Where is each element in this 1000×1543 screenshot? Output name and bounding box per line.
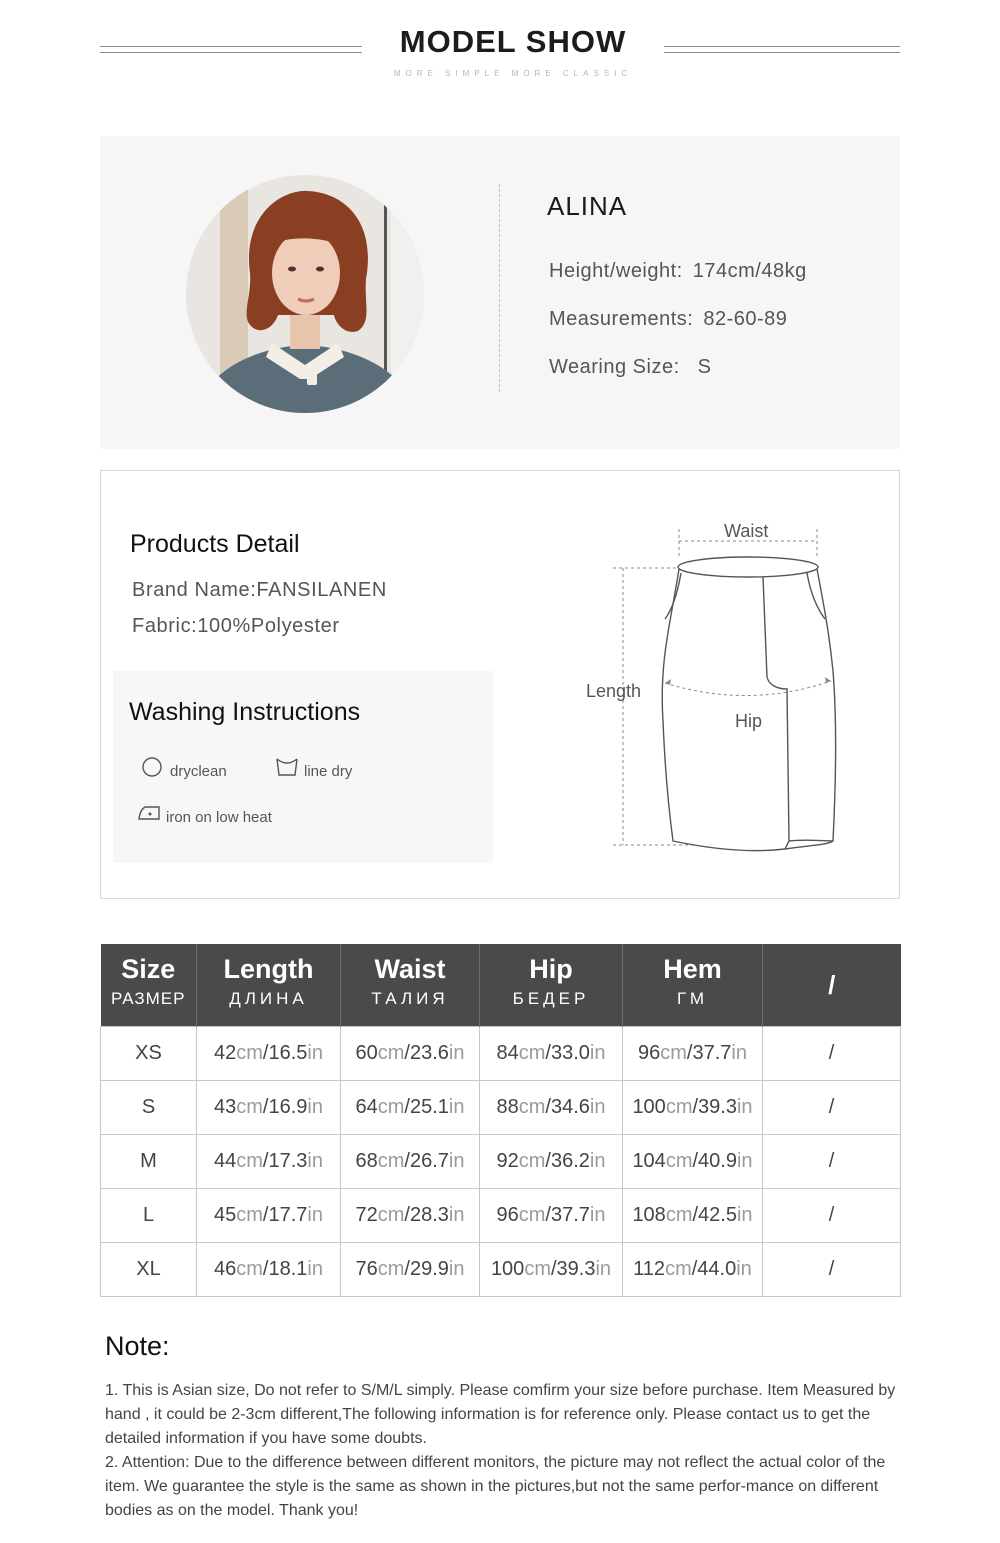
extra-cell: / xyxy=(763,1189,901,1243)
table-row xyxy=(101,1081,901,1135)
separator: / xyxy=(262,1042,269,1064)
cm-unit: cm xyxy=(518,1042,546,1064)
separator: / xyxy=(262,1150,269,1172)
separator: / xyxy=(550,1258,557,1280)
cm-value: 44 xyxy=(214,1150,237,1172)
measure-cell xyxy=(480,1189,623,1243)
fabric: Fabric:100%Polyester xyxy=(132,615,340,637)
cm-unit: cm xyxy=(665,1258,692,1280)
measure-cell xyxy=(197,1081,341,1135)
in-value: 37.7 xyxy=(550,1204,590,1226)
cm-unit: cm xyxy=(518,1150,546,1172)
in-unit: in xyxy=(448,1258,465,1280)
size-table xyxy=(100,944,901,1297)
model-row-value: 174cm/48kg xyxy=(692,260,807,282)
measure-cell xyxy=(341,1135,480,1189)
cm-unit: cm xyxy=(518,1096,546,1118)
extra-cell: / xyxy=(763,1027,901,1081)
separator: / xyxy=(691,1258,698,1280)
size-cell: XL xyxy=(101,1243,197,1297)
separator: / xyxy=(692,1204,699,1226)
cm-unit: cm xyxy=(377,1096,405,1118)
cm-value: 112 xyxy=(633,1258,666,1280)
measure-cell xyxy=(623,1243,763,1297)
in-value: 28.3 xyxy=(409,1204,449,1226)
header-ru: БЕДЕР xyxy=(512,989,590,1008)
header-length xyxy=(197,944,341,1027)
header-en: Waist xyxy=(374,954,446,984)
in-value: 16.9 xyxy=(268,1096,308,1118)
cm-value: 100 xyxy=(490,1258,525,1280)
size-table-header xyxy=(101,944,901,1027)
measure-cell xyxy=(197,1189,341,1243)
measure-cell xyxy=(341,1027,480,1081)
separator: / xyxy=(692,1096,699,1118)
measure-cell xyxy=(341,1081,480,1135)
model-row-value: S xyxy=(697,356,712,378)
in-unit: in xyxy=(307,1204,323,1226)
in-value: 40.9 xyxy=(698,1150,737,1172)
separator: / xyxy=(545,1204,551,1226)
note-title: Note: xyxy=(105,1331,170,1361)
measure-cell xyxy=(480,1243,623,1297)
diagram-length-label: Length xyxy=(586,681,642,701)
wash-item-label: iron on low heat xyxy=(166,809,272,826)
in-value: 18.1 xyxy=(268,1258,308,1280)
in-value: 36.2 xyxy=(550,1150,590,1172)
measure-cell xyxy=(197,1243,341,1297)
cm-unit: cm xyxy=(665,1204,693,1226)
separator: / xyxy=(404,1150,410,1172)
diagram-hip-label: Hip xyxy=(735,711,763,731)
header-slash xyxy=(763,944,901,1027)
size-cell: L xyxy=(101,1189,197,1243)
table-row xyxy=(101,1135,901,1189)
size-cell: M xyxy=(101,1135,197,1189)
in-unit: in xyxy=(448,1042,465,1064)
in-unit: in xyxy=(595,1258,612,1280)
brand-name: Brand Name:FANSILANEN xyxy=(132,579,387,601)
diagram-waist-label: Waist xyxy=(724,521,769,541)
cm-value: 43 xyxy=(214,1096,237,1118)
separator: / xyxy=(545,1096,551,1118)
header-ru: РАЗМЕР xyxy=(111,989,186,1008)
in-value: 17.7 xyxy=(268,1204,308,1226)
separator: / xyxy=(262,1096,269,1118)
cm-value: 108 xyxy=(632,1204,666,1226)
measure-cell xyxy=(341,1243,480,1297)
cm-unit: cm xyxy=(524,1258,551,1280)
measure-cell xyxy=(197,1135,341,1189)
in-unit: in xyxy=(589,1150,606,1172)
size-table-body xyxy=(101,1027,901,1297)
in-unit: in xyxy=(736,1204,753,1226)
model-height-weight xyxy=(549,260,807,283)
model-row-label: Wearing Size: xyxy=(549,356,680,378)
model-wearing-size xyxy=(549,356,711,379)
washing-title: Washing Instructions xyxy=(129,698,361,726)
header-en: Length xyxy=(223,954,314,984)
cm-unit: cm xyxy=(665,1096,693,1118)
header-hem xyxy=(623,944,763,1027)
cm-value: 68 xyxy=(355,1150,378,1172)
cm-unit: cm xyxy=(660,1042,687,1064)
in-value: 25.1 xyxy=(409,1096,449,1118)
in-value: 23.6 xyxy=(409,1042,449,1064)
cm-value: 64 xyxy=(355,1096,378,1118)
header-ru: ТАЛИЯ xyxy=(371,989,449,1008)
in-unit: in xyxy=(736,1258,752,1280)
model-divider xyxy=(499,184,500,392)
header-hip xyxy=(480,944,623,1027)
cm-value: 76 xyxy=(355,1258,378,1280)
cm-value: 60 xyxy=(355,1042,378,1064)
in-unit: in xyxy=(448,1204,465,1226)
header-en: / xyxy=(828,970,836,1000)
in-unit: in xyxy=(307,1150,323,1172)
header-en: Hip xyxy=(529,954,573,984)
measure-cell xyxy=(623,1081,763,1135)
table-row xyxy=(101,1243,901,1297)
extra-cell: / xyxy=(763,1081,901,1135)
product-detail-box xyxy=(100,470,900,899)
separator: / xyxy=(404,1042,410,1064)
note-line-1: 1. This is Asian size, Do not refer to S/M/L simply. Please comfirm your size before purchase. Item Measured by hand , it could be 2-3cm different,The following information is for reference only. Please contact us to get the detailed information if you have some doubts. xyxy=(105,1382,896,1447)
header-ru: ДЛИНА xyxy=(229,989,308,1008)
cm-value: 72 xyxy=(355,1204,378,1226)
cm-value: 88 xyxy=(496,1096,519,1118)
in-unit: in xyxy=(448,1150,465,1172)
in-value: 29.9 xyxy=(409,1258,449,1280)
in-unit: in xyxy=(731,1042,747,1064)
header-rule-right xyxy=(664,46,900,53)
cm-value: 46 xyxy=(214,1258,237,1280)
washing-panel xyxy=(113,671,493,863)
in-value: 33.0 xyxy=(550,1042,590,1064)
cm-value: 84 xyxy=(496,1042,519,1064)
cm-unit: cm xyxy=(236,1204,263,1226)
separator: / xyxy=(404,1204,410,1226)
separator: / xyxy=(404,1258,410,1280)
in-value: 42.5 xyxy=(698,1204,737,1226)
measure-cell xyxy=(623,1027,763,1081)
in-unit: in xyxy=(589,1204,606,1226)
circle-dryclean-icon xyxy=(141,756,163,778)
table-row xyxy=(101,1189,901,1243)
in-value: 26.7 xyxy=(409,1150,449,1172)
table-row xyxy=(101,1027,901,1081)
line-dry-icon xyxy=(275,756,299,778)
measure-cell xyxy=(197,1027,341,1081)
separator: / xyxy=(262,1258,269,1280)
in-unit: in xyxy=(307,1258,323,1280)
separator: / xyxy=(545,1150,551,1172)
wash-item-label: line dry xyxy=(304,763,353,780)
measure-cell xyxy=(480,1135,623,1189)
extra-cell: / xyxy=(763,1243,901,1297)
header-en: Hem xyxy=(663,954,722,984)
cm-unit: cm xyxy=(518,1204,546,1226)
cm-value: 92 xyxy=(496,1150,519,1172)
model-photo xyxy=(186,175,424,413)
separator: / xyxy=(545,1042,551,1064)
products-detail-title: Products Detail xyxy=(130,530,300,558)
model-row-label: Measurements: xyxy=(549,308,694,330)
page-title: MODEL SHOW xyxy=(399,24,627,59)
separator: / xyxy=(404,1096,410,1118)
in-unit: in xyxy=(589,1042,606,1064)
in-value: 44.0 xyxy=(697,1258,737,1280)
in-value: 16.5 xyxy=(268,1042,308,1064)
cm-unit: cm xyxy=(377,1258,405,1280)
model-row-value: 82-60-89 xyxy=(703,308,788,330)
measure-cell xyxy=(623,1135,763,1189)
in-value: 39.3 xyxy=(556,1258,596,1280)
header-size xyxy=(101,944,197,1027)
in-unit: in xyxy=(736,1096,753,1118)
measure-cell xyxy=(480,1027,623,1081)
cm-value: 45 xyxy=(214,1204,237,1226)
model-measurements xyxy=(549,308,787,331)
header-waist xyxy=(341,944,480,1027)
cm-unit: cm xyxy=(236,1150,263,1172)
in-unit: in xyxy=(589,1096,606,1118)
in-unit: in xyxy=(448,1096,465,1118)
separator: / xyxy=(262,1204,269,1226)
separator: / xyxy=(686,1042,693,1064)
size-cell: XS xyxy=(101,1027,197,1081)
cm-unit: cm xyxy=(236,1096,263,1118)
cm-unit: cm xyxy=(377,1042,405,1064)
in-unit: in xyxy=(307,1042,323,1064)
in-value: 34.6 xyxy=(550,1096,590,1118)
cm-value: 96 xyxy=(496,1204,519,1226)
cm-unit: cm xyxy=(665,1150,693,1172)
page-subtitle: MORE SIMPLE MORE CLASSIC xyxy=(393,69,633,78)
cm-value: 42 xyxy=(214,1042,237,1064)
model-card xyxy=(100,136,900,449)
extra-cell: / xyxy=(763,1135,901,1189)
cm-value: 100 xyxy=(632,1096,666,1118)
header-ru: ГМ xyxy=(677,989,708,1008)
model-row-label: Height/weight: xyxy=(549,260,683,282)
iron-low-heat-icon xyxy=(137,802,161,822)
separator: / xyxy=(692,1150,699,1172)
model-name: ALINA xyxy=(547,191,628,221)
header-rule-left xyxy=(100,46,362,53)
in-unit: in xyxy=(307,1096,323,1118)
measure-cell xyxy=(480,1081,623,1135)
measure-cell xyxy=(341,1189,480,1243)
cm-unit: cm xyxy=(377,1204,405,1226)
cm-value: 96 xyxy=(638,1042,661,1064)
header-en: Size xyxy=(121,954,176,984)
size-cell: S xyxy=(101,1081,197,1135)
cm-unit: cm xyxy=(377,1150,405,1172)
in-value: 17.3 xyxy=(268,1150,308,1172)
cm-value: 104 xyxy=(632,1150,666,1172)
in-value: 37.7 xyxy=(692,1042,732,1064)
note-line-2: 2. Attention: Due to the difference between different monitors, the picture may not reflect the actual color of the item. We guarantee the style is the same as shown in the pictures,but not the same perfor-mance on different bodies as on the model. Thank you! xyxy=(105,1454,886,1519)
cm-unit: cm xyxy=(236,1258,263,1280)
cm-unit: cm xyxy=(236,1042,263,1064)
in-unit: in xyxy=(736,1150,753,1172)
measure-cell xyxy=(623,1189,763,1243)
in-value: 39.3 xyxy=(698,1096,737,1118)
wash-item-label: dryclean xyxy=(170,763,227,780)
